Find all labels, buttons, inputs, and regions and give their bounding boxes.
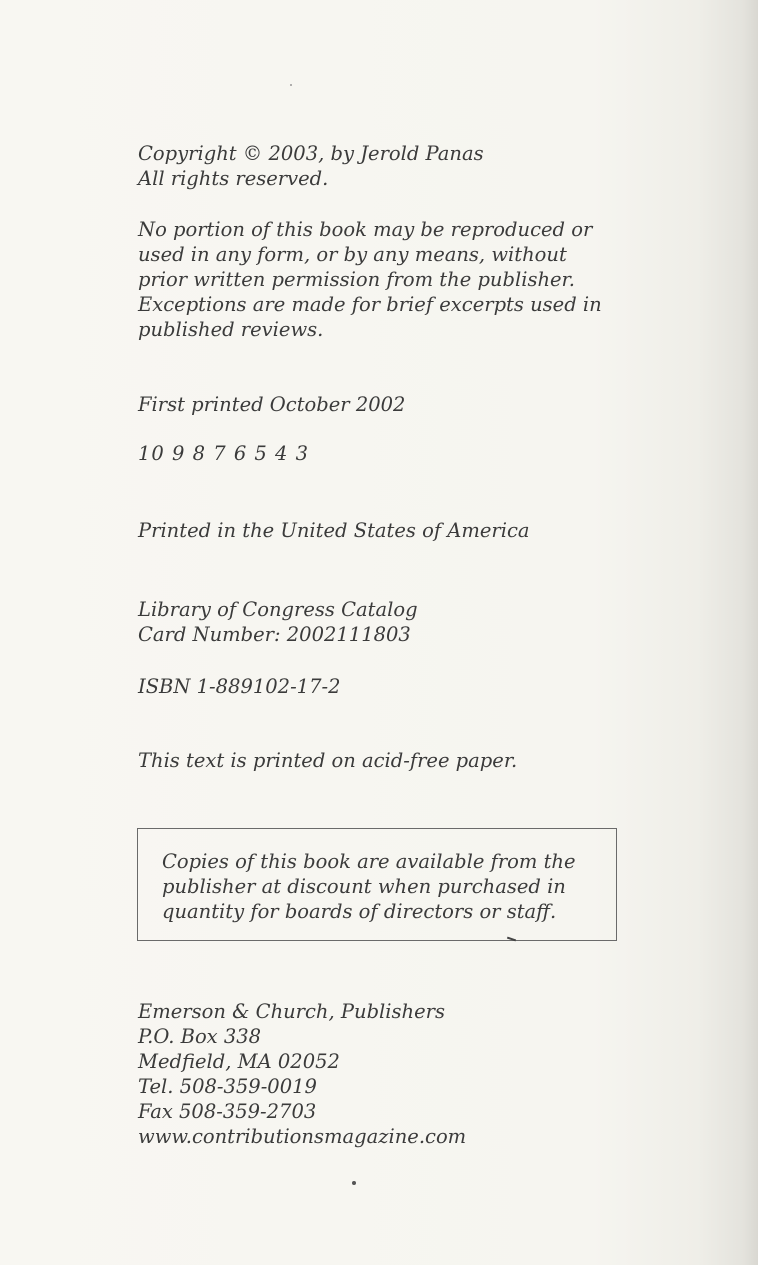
copyright-line: Copyright © 2003, by Jerold Panas: [138, 142, 484, 165]
notice-line: published reviews.: [138, 318, 324, 341]
publisher-fax: Fax 508-359-2703: [138, 1100, 317, 1123]
box-line: Copies of this book are available from the: [162, 850, 576, 873]
acid-free-paper-line: [138, 748, 638, 773]
publisher-address-block: [138, 999, 638, 1149]
box-line: publisher at discount when purchased in: [162, 875, 566, 898]
isbn-text: ISBN 1-889102-17-2: [138, 675, 341, 698]
reproduction-notice: [138, 217, 638, 342]
library-line: Library of Congress Catalog: [138, 598, 418, 621]
notice-line: used in any form, or by any means, without: [138, 243, 567, 266]
publisher-website: www.contributionsmagazine.com: [138, 1125, 467, 1148]
rights-reserved-line: All rights reserved.: [138, 167, 329, 190]
printed-in-line: [138, 518, 638, 543]
card-number-line: Card Number: 2002111803: [138, 623, 411, 646]
box-line: quantity for boards of directors or staff.: [162, 900, 557, 923]
publisher-city: Medfield, MA 02052: [138, 1050, 340, 1073]
publisher-po-box: P.O. Box 338: [138, 1025, 262, 1048]
notice-line: Exceptions are made for brief excerpts used in: [138, 293, 602, 316]
paper-speck: [352, 1181, 356, 1185]
bulk-purchase-notice-box: [137, 828, 617, 941]
bulk-purchase-notice-text: [162, 849, 576, 924]
paper-speck: [290, 84, 292, 86]
copyright-block: [138, 141, 638, 191]
first-printed-text: First printed October 2002: [138, 393, 406, 416]
notice-line: No portion of this book may be reproduced or: [138, 218, 593, 241]
publisher-tel: Tel. 508-359-0019: [138, 1075, 317, 1098]
notice-line: prior written permission from the publisher.: [138, 268, 575, 291]
printed-in-text: Printed in the United States of America: [138, 519, 530, 542]
isbn-line: [138, 674, 638, 699]
publisher-name: Emerson & Church, Publishers: [138, 1000, 445, 1023]
library-of-congress-block: [138, 597, 638, 647]
acid-free-paper-text: This text is printed on acid-free paper.: [138, 749, 518, 772]
printing-number-text: 10 9 8 7 6 5 4 3: [138, 442, 310, 465]
first-printed-line: [138, 392, 638, 417]
printing-number-line: [138, 441, 638, 466]
